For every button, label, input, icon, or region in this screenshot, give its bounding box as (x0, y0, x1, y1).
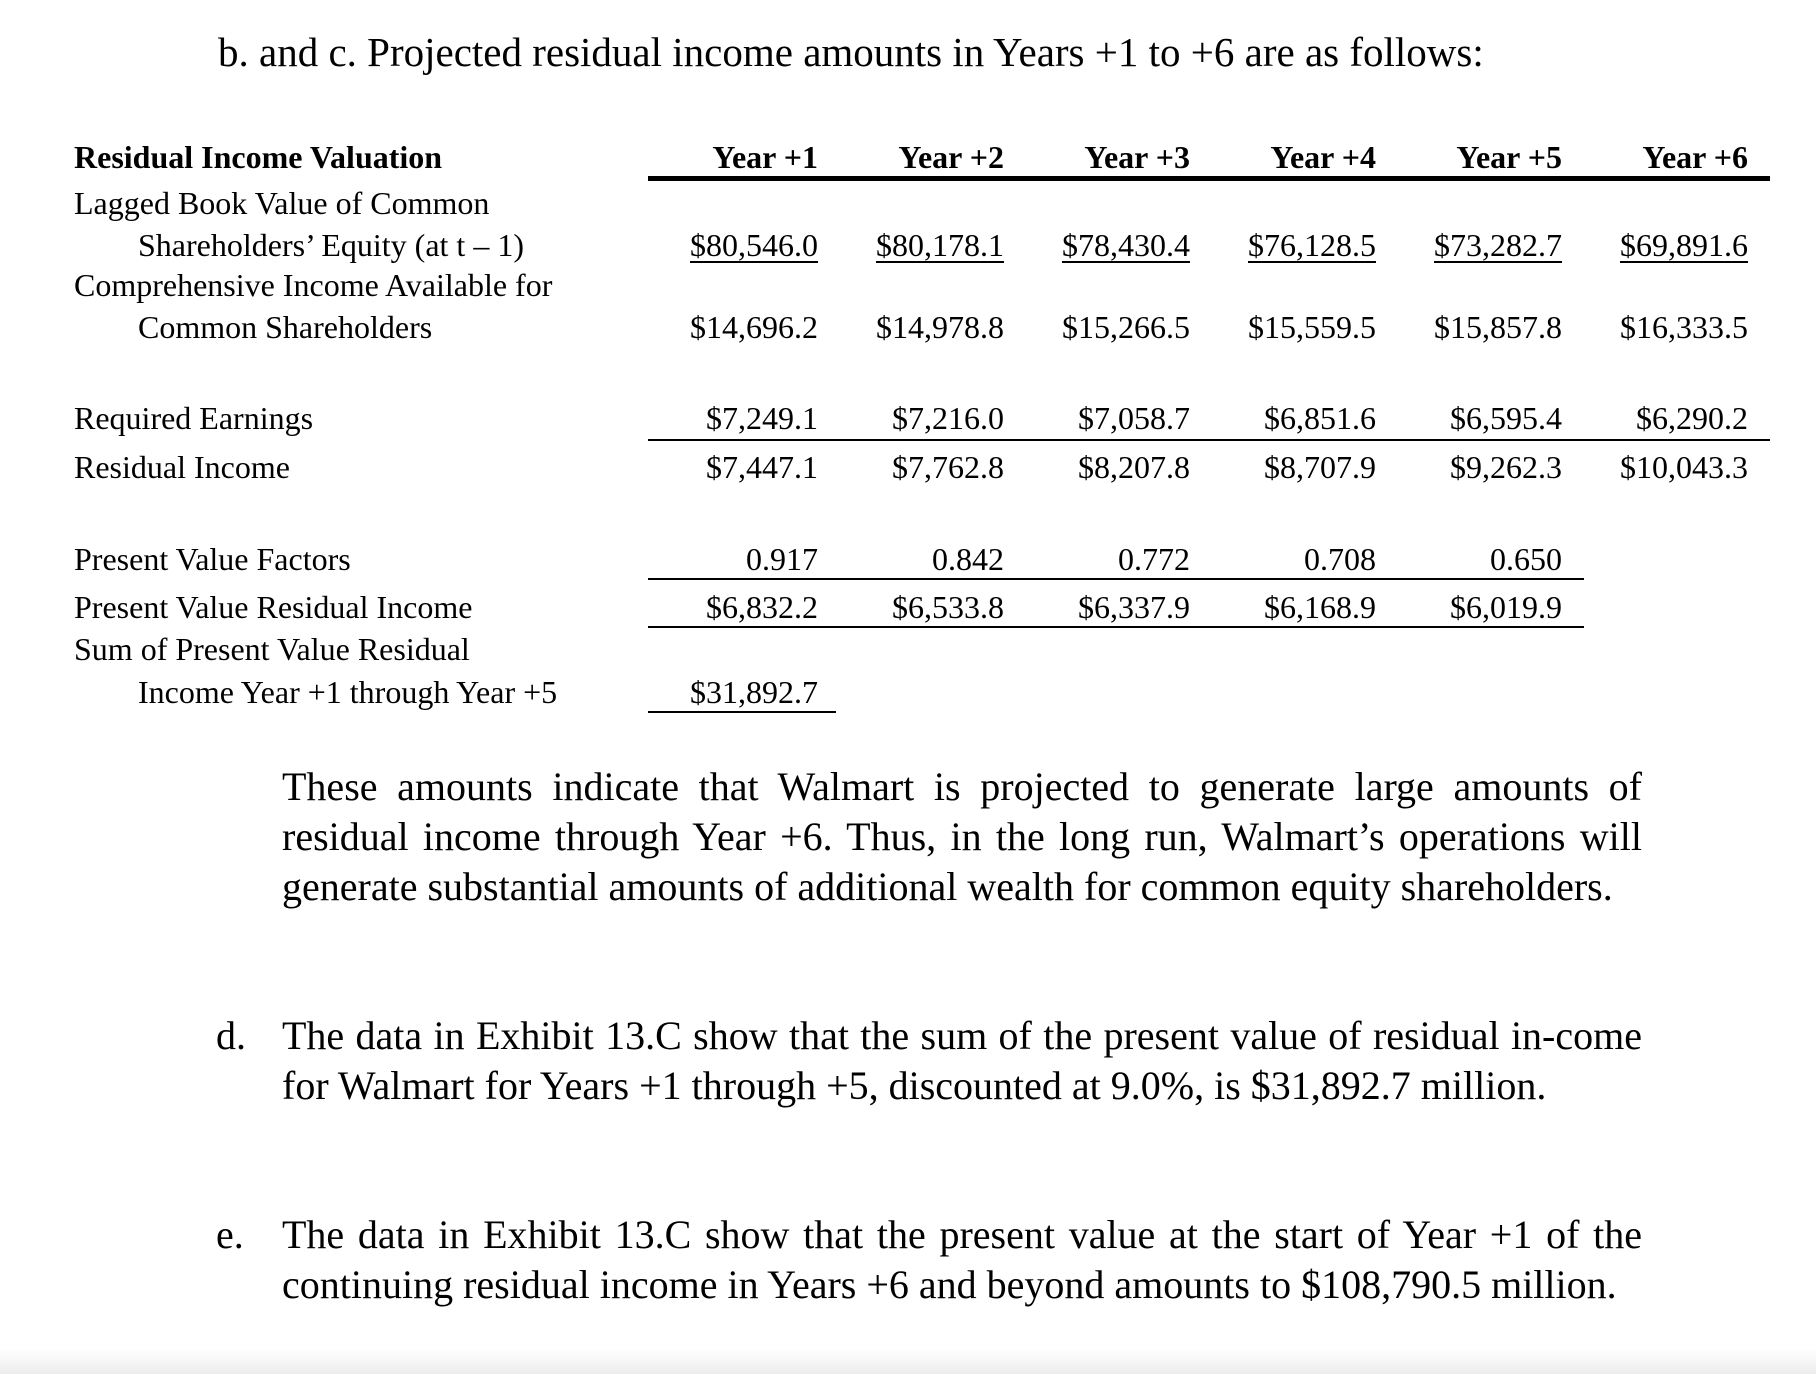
year-header: Year +1 (712, 139, 818, 175)
header-rule (648, 176, 1770, 181)
page-bottom-shadow (0, 1348, 1816, 1374)
row-label: Shareholders’ Equity (at t – 1) (138, 227, 524, 263)
table-cell: $69,891.6 (1620, 227, 1748, 263)
table-cell: $7,216.0 (892, 400, 1004, 436)
row-label: Comprehensive Income Available for (74, 267, 553, 303)
row-label: Present Value Factors (74, 541, 351, 577)
table-cell: $6,019.9 (1450, 589, 1562, 625)
table-cell: $76,128.5 (1248, 227, 1376, 263)
table-title: Residual Income Valuation (74, 139, 443, 175)
year-header: Year +3 (1084, 139, 1190, 175)
item-letter-d: d. (216, 1013, 246, 1058)
row-label: Required Earnings (74, 400, 314, 436)
table-cell: 0.772 (1118, 541, 1190, 577)
year-header: Year +2 (898, 139, 1004, 175)
section-heading: b. and c. Projected residual income amounts in Years +1 to +6 are as follows: (218, 29, 1484, 75)
table-cell: 0.917 (746, 541, 818, 577)
table-cell: $14,978.8 (876, 309, 1004, 345)
table-cell: $6,533.8 (892, 589, 1004, 625)
table-cell: $7,762.8 (892, 449, 1004, 485)
table-cell: $6,595.4 (1450, 400, 1562, 436)
row-label: Income Year +1 through Year +5 (138, 674, 558, 710)
table-cell: $6,832.2 (706, 589, 818, 625)
table-cell: $15,857.8 (1434, 309, 1562, 345)
table-cell: 0.650 (1490, 541, 1562, 577)
table-cell: $73,282.7 (1434, 227, 1562, 263)
table-cell: $6,851.6 (1264, 400, 1376, 436)
table-cell: $31,892.7 (690, 674, 818, 710)
table-cell: $14,696.2 (690, 309, 818, 345)
table-cell: $8,207.8 (1078, 449, 1190, 485)
row-label: Lagged Book Value of Common (74, 185, 490, 221)
year-header: Year +4 (1270, 139, 1376, 175)
total-rule (648, 626, 1584, 628)
table-cell: $6,290.2 (1636, 400, 1748, 436)
table-cell: 0.708 (1304, 541, 1376, 577)
table-cell: $15,559.5 (1248, 309, 1376, 345)
table-cell: $15,266.5 (1062, 309, 1190, 345)
item-letter-e: e. (216, 1212, 244, 1257)
subtotal-rule (648, 439, 1770, 441)
row-label: Residual Income (74, 449, 290, 485)
table-cell: $6,168.9 (1264, 589, 1376, 625)
total-rule (648, 711, 836, 713)
table-cell: $7,058.7 (1078, 400, 1190, 436)
table-cell: $8,707.9 (1264, 449, 1376, 485)
row-label: Sum of Present Value Residual (74, 631, 470, 667)
table-cell: $80,546.0 (690, 227, 818, 263)
item-d-paragraph: The data in Exhibit 13.C show that the sum of the present value of residual in-come for Walmart for Years +1 through +5, discounted at 9.0%, is $31,892.7 million. (282, 1013, 1642, 1108)
table-cell: $6,337.9 (1078, 589, 1190, 625)
year-header: Year +5 (1456, 139, 1562, 175)
row-label: Present Value Residual Income (74, 589, 473, 625)
item-e-paragraph: The data in Exhibit 13.C show that the present value at the start of Year +1 of the continuing residual income in Years +6 and beyond amounts to $108,790.5 million. (282, 1212, 1642, 1307)
table-cell: $78,430.4 (1062, 227, 1190, 263)
conclusion-paragraph: These amounts indicate that Walmart is projected to generate large amounts of residual income through Year +6. Thus, in the long run, Walmart’s operations will generate substantial amounts of additional wealth for common equity shareholders. (282, 764, 1642, 909)
table-cell: $16,333.5 (1620, 309, 1748, 345)
table-cell: $7,249.1 (706, 400, 818, 436)
table-cell: $10,043.3 (1620, 449, 1748, 485)
table-cell: $7,447.1 (706, 449, 818, 485)
subtotal-rule (648, 578, 1584, 580)
table-cell: 0.842 (932, 541, 1004, 577)
table-cell: $80,178.1 (876, 227, 1004, 263)
year-header: Year +6 (1642, 139, 1748, 175)
table-cell: $9,262.3 (1450, 449, 1562, 485)
row-label: Common Shareholders (138, 309, 433, 345)
